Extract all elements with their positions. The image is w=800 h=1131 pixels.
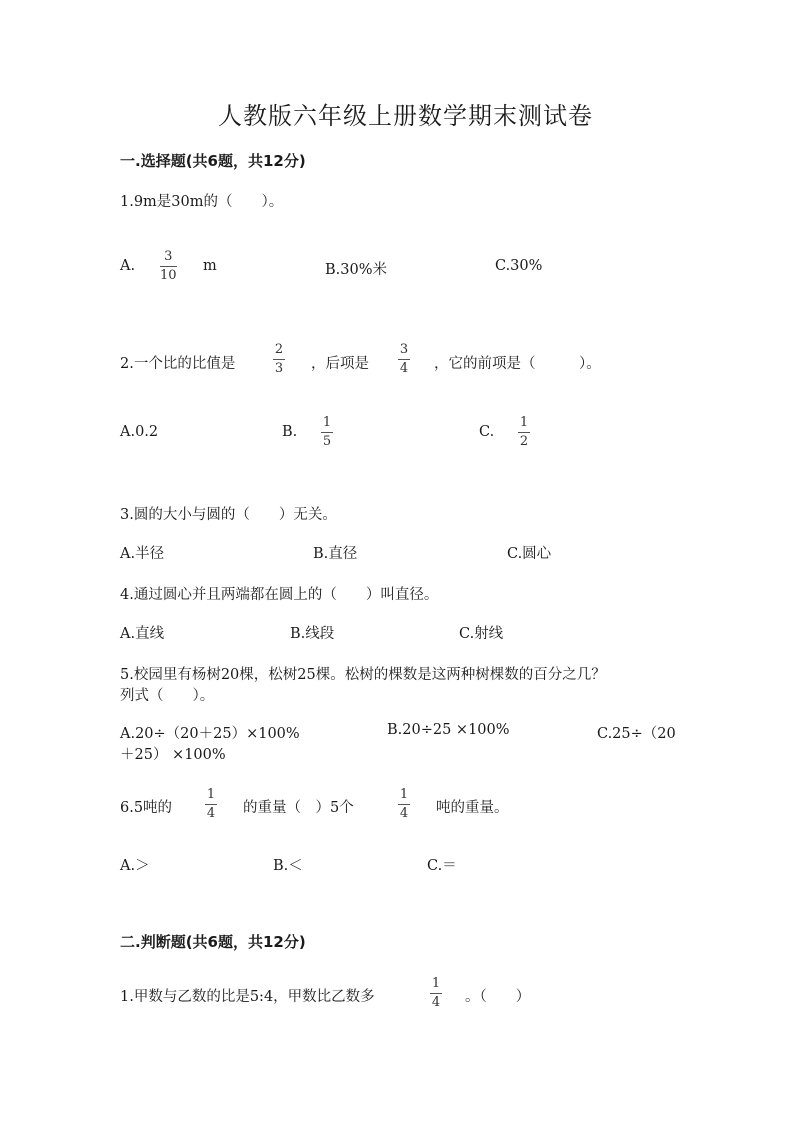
- q2-fraction-consequent: [398, 343, 410, 376]
- q2-option-c-fraction: [518, 416, 530, 449]
- fraction-bar: [398, 359, 410, 360]
- q6-option-c: C.＝: [427, 858, 457, 874]
- q4-option-c: C.射线: [459, 626, 504, 642]
- question-6-stem-c: 吨的重量。: [436, 800, 509, 816]
- fraction-bar: [398, 804, 410, 805]
- q6-fraction-1: [205, 788, 217, 821]
- q3-option-c: C.圆心: [507, 546, 552, 562]
- judgement-1-fraction: [430, 977, 442, 1010]
- q1-option-a-fraction: [160, 250, 177, 283]
- judgement-1-stem-b: 。（ ）: [465, 989, 531, 1005]
- page-title: 人教版六年级上册数学期末测试卷: [218, 102, 593, 130]
- q6-fraction-2: [398, 788, 410, 821]
- fraction-denominator: 4: [431, 995, 441, 1010]
- fraction-denominator: 10: [160, 268, 177, 283]
- question-4-stem: 4.通过圆心并且两端都在圆上的（ ）叫直径。: [120, 587, 439, 603]
- question-2-stem-b: ，后项是: [311, 356, 369, 372]
- question-2-stem-c: ，它的前项是（ ）。: [434, 356, 601, 372]
- question-3-stem: 3.圆的大小与圆的（ ）无关。: [120, 507, 337, 523]
- question-6-stem-b: 的重量（ ）5个: [243, 800, 354, 816]
- question-5-stem-line2: 列式（ ）。: [120, 688, 215, 704]
- q5-option-c-line1: C.25÷（20: [597, 726, 676, 742]
- q1-option-c: C.30%: [495, 258, 543, 274]
- q6-option-b: B.＜: [273, 858, 303, 874]
- question-6-stem-a: 6.5吨的: [120, 800, 173, 816]
- fraction-bar: [160, 266, 177, 267]
- q2-option-b-label: B.: [282, 424, 298, 440]
- q3-option-a: A.半径: [120, 546, 165, 562]
- question-5-stem-line1: 5.校园里有杨树20棵，松树25棵。松树的棵数是这两种树棵数的百分之几？: [120, 667, 606, 683]
- fraction-bar: [205, 804, 217, 805]
- q1-option-a-label: A.: [120, 258, 136, 274]
- question-2-stem-a: 2.一个比的比值是: [120, 356, 236, 372]
- fraction-numerator: 1: [431, 976, 441, 991]
- q3-option-b: B.直径: [313, 546, 358, 562]
- fraction-denominator: 4: [399, 806, 409, 821]
- judgement-1-stem-a: 1.甲数与乙数的比是5:4，甲数比乙数多: [120, 989, 375, 1005]
- q6-option-a: A.＞: [120, 858, 150, 874]
- fraction-denominator: 2: [519, 434, 529, 449]
- fraction-numerator: 1: [322, 415, 332, 430]
- q4-option-b: B.线段: [290, 626, 335, 642]
- section-heading-judgement: 二.判断题(共6题，共12分): [120, 933, 306, 951]
- fraction-numerator: 1: [206, 787, 216, 802]
- section-heading-choice: 一.选择题(共6题，共12分): [120, 152, 306, 170]
- fraction-denominator: 4: [206, 806, 216, 821]
- fraction-numerator: 3: [164, 249, 173, 264]
- q4-option-a: A.直线: [120, 626, 165, 642]
- q1-option-b: B.30%米: [325, 262, 387, 278]
- fraction-numerator: 1: [399, 787, 409, 802]
- fraction-denominator: 4: [399, 361, 409, 376]
- fraction-bar: [273, 359, 285, 360]
- q2-option-a: A.0.2: [120, 424, 159, 440]
- q2-option-b-fraction: [321, 416, 333, 449]
- fraction-bar: [321, 432, 333, 433]
- q5-option-c-line2: ＋25） ×100%: [120, 747, 226, 763]
- fraction-numerator: 3: [399, 342, 409, 357]
- q2-fraction-ratio: [273, 343, 285, 376]
- fraction-denominator: 3: [274, 361, 284, 376]
- q5-option-b: B.20÷25 ×100%: [387, 722, 510, 738]
- fraction-denominator: 5: [322, 434, 332, 449]
- q5-option-a: A.20÷（20＋25）×100%: [120, 726, 300, 742]
- question-1-stem: 1.9m是30m的（ ）。: [120, 194, 284, 210]
- q1-option-a-unit: m: [203, 258, 217, 274]
- fraction-bar: [430, 993, 442, 994]
- fraction-numerator: 2: [274, 342, 284, 357]
- fraction-numerator: 1: [519, 415, 529, 430]
- fraction-bar: [518, 432, 530, 433]
- q2-option-c-label: C.: [479, 424, 495, 440]
